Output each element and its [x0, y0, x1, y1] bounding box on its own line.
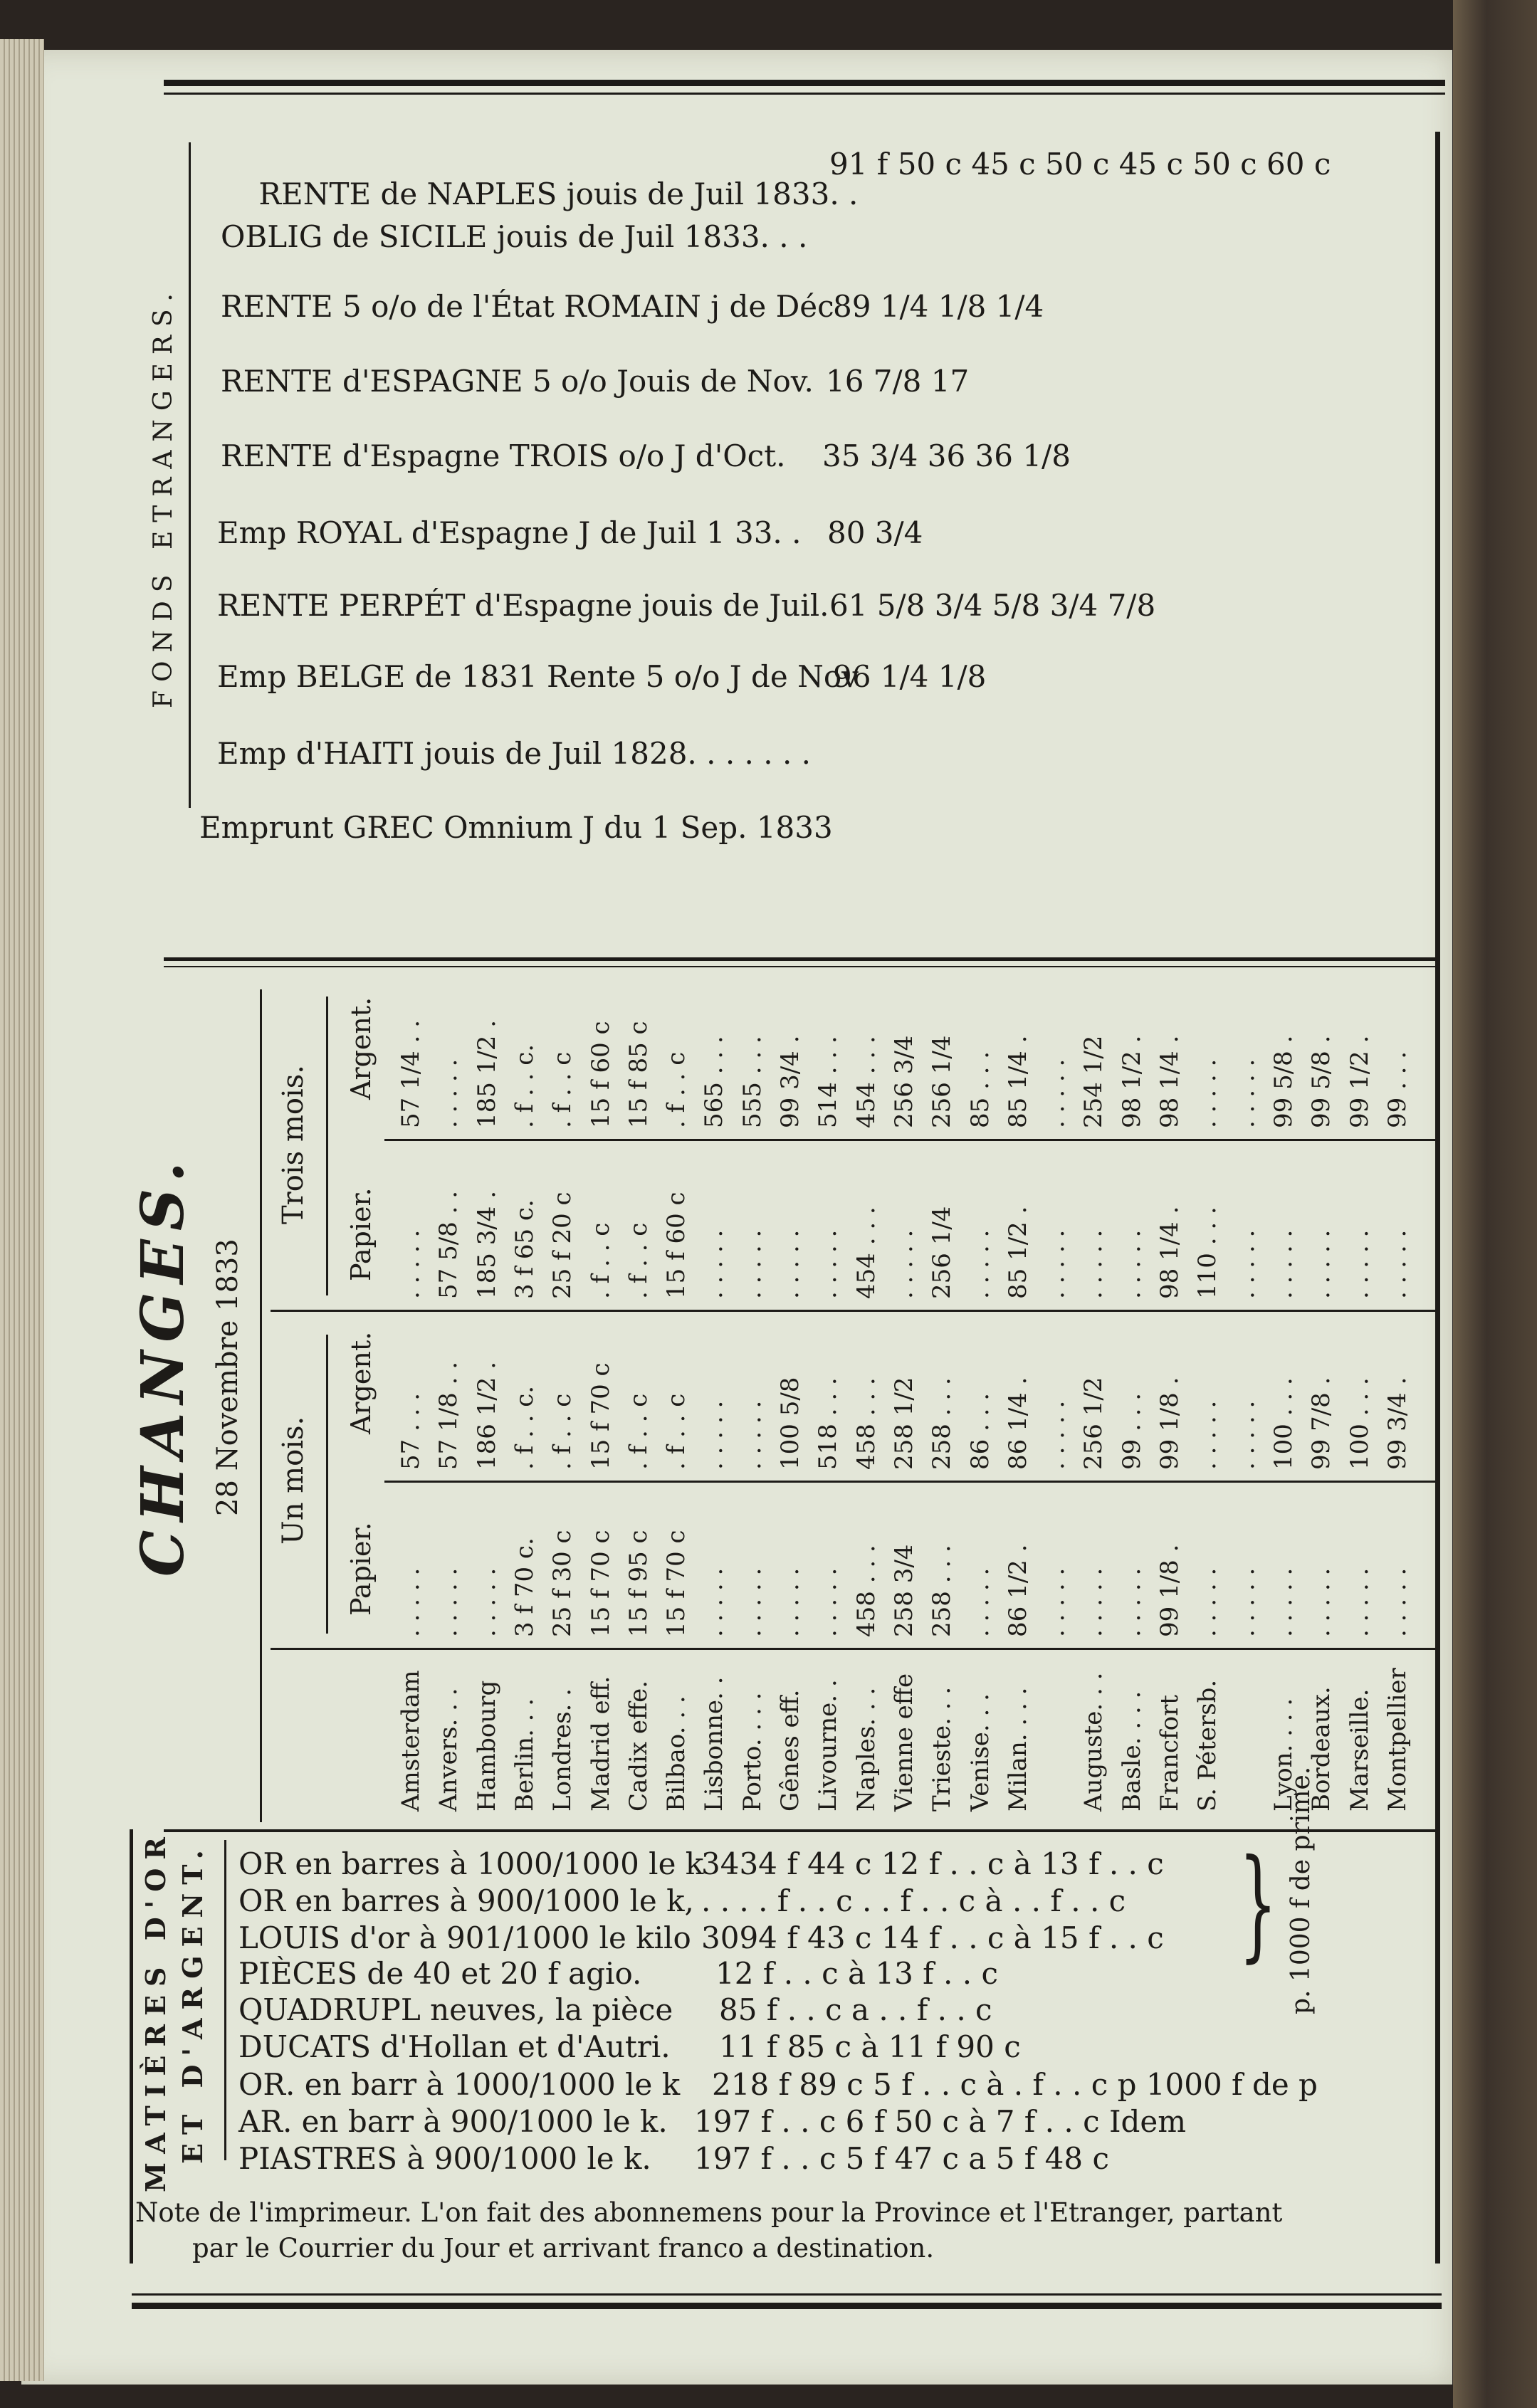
changes-cell-um-a: 99 . . .	[1118, 1392, 1146, 1470]
right-frame-rule	[1435, 132, 1440, 2264]
fonds-row-label: RENTE de NAPLES jouis de Juil 1833. .	[258, 177, 859, 211]
changes-date: 28 Novembre 1833	[211, 1239, 244, 1516]
changes-place: Hambourg	[473, 1680, 501, 1812]
changes-cell-tm-a: 256 1/4	[928, 1035, 956, 1128]
changes-place: Madrid eff.	[587, 1676, 615, 1812]
changes-cell-tm-a: 99 5/8 .	[1307, 1035, 1336, 1128]
matieres-row-values: 11 f 85 c à 11 f 90 c	[719, 2029, 1021, 2064]
changes-cell-tm-p: 25 f 20 c	[548, 1192, 577, 1299]
fonds-row-values: 80 3/4	[827, 515, 923, 550]
changes-cell-tm-a: . f . . c	[662, 1051, 691, 1128]
matieres-row-label: PIÈCES de 40 et 20 f agio.	[238, 1956, 642, 1991]
matieres-row-values: 3094 f 43 c 14 f . . c à 15 f . . c	[701, 1920, 1164, 1955]
changes-cell-um-p: 3 f 70 c.	[510, 1537, 539, 1637]
changes-place: Marseille.	[1345, 1688, 1374, 1812]
changes-cell-tm-p: . . . . .	[1307, 1229, 1336, 1299]
changes-cell-tm-a: 555 . . .	[738, 1036, 767, 1128]
changes-cell-tm-a: . . . . .	[1042, 1058, 1070, 1128]
changes-cell-tm-p: . . . . .	[966, 1229, 995, 1299]
matieres-row-values: 197 f . . c 5 f 47 c a 5 f 48 c	[694, 2141, 1109, 2176]
changes-cell-um-p: . . . . .	[700, 1567, 728, 1637]
matieres-brace: }	[1239, 1834, 1278, 1975]
fonds-row-values: 89 1/4 1/8 1/4	[833, 289, 1044, 324]
changes-cell-tm-a: 99 . . .	[1383, 1051, 1412, 1128]
changes-cell-tm-p: . . . . .	[1232, 1229, 1260, 1299]
changes-cell-um-a: . f . . c	[662, 1393, 691, 1470]
changes-cell-um-p: 15 f 95 c	[624, 1530, 653, 1637]
fonds-row-values: 35 3/4 36 36 1/8	[822, 438, 1071, 473]
changes-cell-tm-a: 99 1/2 .	[1345, 1035, 1374, 1128]
top-thin-rule	[164, 93, 1445, 95]
changes-cell-um-p: . . . . .	[1383, 1567, 1412, 1637]
col-sep-um-argent-papier	[384, 1481, 1438, 1483]
changes-cell-um-p: 458 . . .	[852, 1545, 881, 1637]
changes-place: Bilbao. . .	[662, 1695, 691, 1812]
changes-cell-tm-a: 15 f 85 c	[624, 1021, 653, 1128]
changes-cell-um-a: 86 1/4 .	[1004, 1377, 1032, 1470]
changes-cell-tm-a: 454 . . .	[852, 1036, 881, 1128]
changes-cell-um-p: . . . . .	[738, 1567, 767, 1637]
changes-cell-um-a: 100 5/8	[776, 1377, 804, 1470]
changes-cell-um-a: . . . . .	[1232, 1400, 1260, 1470]
matieres-label-line1: MATIÈRES D'OR	[140, 1829, 172, 2192]
changes-cell-um-a: 100 . . .	[1269, 1377, 1298, 1470]
col-sep-tm-argent-papier	[384, 1139, 1438, 1141]
changes-cell-um-p: 15 f 70 c	[587, 1530, 615, 1637]
changes-cell-um-p: . . . . .	[814, 1567, 842, 1637]
changes-cell-um-a: 86 . . .	[966, 1392, 995, 1470]
changes-cell-um-a: 258 1/2	[890, 1377, 918, 1470]
changes-cell-tm-p: 85 1/2 .	[1004, 1206, 1032, 1299]
changes-cell-tm-p: . . . . .	[1383, 1229, 1412, 1299]
fonds-row-espagne-5: RENTE d'ESPAGNE 5 o/o Jouis de Nov.	[221, 364, 814, 399]
changes-cell-tm-p: . . . . .	[1118, 1229, 1146, 1299]
changes-cell-tm-p: . f . . c	[587, 1222, 615, 1299]
changes-cell-um-p: . . . . .	[1232, 1567, 1260, 1637]
changes-cell-um-p: 258 . . .	[928, 1545, 956, 1637]
changes-cell-tm-p: 110 . . .	[1193, 1206, 1222, 1299]
trois-mois-brace	[326, 997, 328, 1295]
un-mois-header: Un mois.	[277, 1416, 310, 1545]
un-mois-brace	[326, 1335, 328, 1634]
matieres-row-label: AR. en barr à 900/1000 le k.	[238, 2104, 668, 2139]
changes-cell-um-p: . . . . .	[966, 1567, 995, 1637]
fonds-row-espagne-3: RENTE d'Espagne TROIS o/o J d'Oct.	[221, 438, 786, 473]
changes-place: Berlin. . .	[510, 1698, 539, 1812]
changes-cell-um-a: 99 3/4 .	[1383, 1377, 1412, 1470]
changes-place: Livourne. .	[814, 1679, 842, 1812]
changes-cell-tm-p: . . . . .	[397, 1229, 425, 1299]
changes-cell-tm-a: 254 1/2	[1079, 1035, 1108, 1128]
fonds-row-values: 61 5/8 3/4 5/8 3/4 7/8	[829, 588, 1156, 623]
changes-cell-tm-a: 98 1/4 .	[1155, 1035, 1184, 1128]
fonds-row-emp-royal: Emp ROYAL d'Espagne J de Juil 1 33. .	[217, 515, 802, 550]
fonds-etrangers-divider	[189, 142, 191, 808]
matieres-row-label: OR en barres à 1000/1000 le k	[238, 1846, 704, 1881]
un-mois-papier-header: Papier.	[345, 1522, 377, 1616]
changes-place: Gênes eff.	[776, 1689, 804, 1812]
col-sep-um-place	[271, 1648, 1438, 1650]
un-mois-argent-header: Argent.	[345, 1331, 377, 1434]
changes-cell-um-a: . . . . .	[1042, 1400, 1070, 1470]
changes-cell-um-p: . . . . .	[1269, 1567, 1298, 1637]
col-sep-tm-un	[271, 1310, 1438, 1312]
changes-cell-tm-p: . . . . .	[1042, 1229, 1070, 1299]
changes-cell-um-p: 15 f 70 c	[662, 1530, 691, 1637]
changes-cell-um-a: 186 1/2 .	[473, 1361, 501, 1470]
changes-cell-um-p: . . . . .	[1079, 1567, 1108, 1637]
matieres-row-label: QUADRUPL neuves, la pièce	[238, 1992, 673, 2027]
changes-cell-um-p: . . . . .	[397, 1567, 425, 1637]
changes-cell-um-p: . . . . .	[1345, 1567, 1374, 1637]
changes-cell-tm-p: . . . . .	[1345, 1229, 1374, 1299]
changes-cell-tm-a: 15 f 60 c	[587, 1021, 615, 1128]
changes-cell-tm-p: 57 5/8 . .	[434, 1190, 463, 1299]
changes-cell-um-a: 15 f 70 c	[587, 1362, 615, 1470]
left-frame-rule	[130, 1829, 133, 2264]
changes-cell-tm-p: . . . . .	[1269, 1229, 1298, 1299]
changes-cell-tm-p: . . . . .	[814, 1229, 842, 1299]
changes-cell-um-p: . . . . .	[434, 1567, 463, 1637]
changes-cell-tm-p: . f . . c	[624, 1222, 653, 1299]
changes-cell-tm-p: . . . . .	[1079, 1229, 1108, 1299]
changes-cell-tm-p: . . . . .	[738, 1229, 767, 1299]
changes-cell-tm-a: . . . . .	[1193, 1058, 1222, 1128]
changes-cell-tm-a: . . . . .	[1232, 1058, 1260, 1128]
changes-cell-um-p: . . . . .	[1307, 1567, 1336, 1637]
printer-note-line1: Note de l'imprimeur. L'on fait des abonnemens pour la Province et l'Etranger, partant	[135, 2197, 1283, 2228]
changes-cell-tm-a: . f . . c.	[510, 1043, 539, 1128]
matieres-divider	[224, 1840, 226, 2160]
matieres-row-label: OR en barres à 900/1000 le k,	[238, 1883, 694, 1918]
changes-place: Londres. .	[548, 1688, 577, 1812]
changes-cell-tm-a: 99 5/8 .	[1269, 1035, 1298, 1128]
changes-cell-um-a: . . . . .	[700, 1400, 728, 1470]
changes-place: Vienne effe	[890, 1673, 918, 1812]
matieres-row-label: OR. en barr à 1000/1000 le k	[238, 2067, 681, 2102]
changes-place: Montpellier	[1383, 1668, 1412, 1812]
changes-cell-tm-p: 98 1/4 .	[1155, 1206, 1184, 1299]
bottom-thin-rule	[132, 2293, 1442, 2296]
changes-cell-um-a: . f . . c	[624, 1393, 653, 1470]
changes-cell-tm-p: 185 3/4 .	[473, 1190, 501, 1299]
changes-cell-um-a: 57 . . .	[397, 1392, 425, 1470]
matieres-row-values: 3434 f 44 c 12 f . . c à 13 f . . c	[701, 1846, 1164, 1881]
fonds-row-belge: Emp BELGE de 1831 Rente 5 o/o J de Nov	[217, 659, 859, 694]
changes-cell-um-p: 86 1/2 .	[1004, 1544, 1032, 1637]
matieres-row-values: 12 f . . c à 13 f . . c	[715, 1956, 998, 1991]
changes-left-divider	[260, 989, 262, 1822]
changes-cell-um-a: . f . . c.	[510, 1385, 539, 1470]
changes-place: Lyon. . . .	[1269, 1698, 1298, 1812]
changes-cell-tm-p: . . . . .	[700, 1229, 728, 1299]
changes-place: Cadix effe.	[624, 1680, 653, 1812]
changes-cell-tm-a: 99 3/4 .	[776, 1035, 804, 1128]
matieres-row-values: . . . . f . . c . . f . . c à . . f . . c	[701, 1883, 1126, 1918]
changes-cell-tm-a: . f . . c	[548, 1051, 577, 1128]
changes-place: Porto. . . .	[738, 1692, 767, 1812]
fonds-row-values: 96 1/4 1/8	[833, 659, 987, 694]
changes-cell-um-a: 256 1/2	[1079, 1377, 1108, 1470]
changes-cell-tm-p: 256 1/4	[928, 1206, 956, 1299]
trois-mois-papier-header: Papier.	[345, 1187, 377, 1281]
changes-cell-tm-a: 85 1/4 .	[1004, 1035, 1032, 1128]
changes-cell-tm-p: . . . . .	[890, 1229, 918, 1299]
changes-cell-um-a: 99 1/8 .	[1155, 1377, 1184, 1470]
changes-place: Anvers. . .	[434, 1688, 463, 1812]
changes-cell-um-p: . . . . .	[473, 1567, 501, 1637]
fonds-row-values: 16 7/8 17	[826, 364, 970, 399]
changes-cell-tm-a: . . . . .	[434, 1058, 463, 1128]
changes-cell-tm-a: 514 . . .	[814, 1036, 842, 1128]
changes-cell-tm-p: 454 . . .	[852, 1206, 881, 1299]
fonds-etrangers-label: FONDS ETRANGERS.	[149, 285, 178, 708]
changes-top-rule	[164, 957, 1438, 961]
emprunt-grec: Emprunt GREC Omnium J du 1 Sep. 1833	[199, 810, 833, 845]
page-edges	[0, 39, 44, 2381]
matieres-label-line2: ET D'ARGENT.	[177, 1841, 209, 2164]
changes-place: Milan. . . .	[1004, 1687, 1032, 1812]
matieres-row-values: 218 f 89 c 5 f . . c à . f . . c p 1000 f de p	[712, 2067, 1318, 2102]
changes-place: Naples. . .	[852, 1687, 881, 1812]
changes-place: Basle. . . .	[1118, 1691, 1146, 1812]
changes-title: CHANGES.	[129, 1153, 197, 1577]
fonds-row-sicile: OBLIG de SICILE jouis de Juil 1833. . .	[221, 219, 808, 254]
fonds-row-perpetuelle: RENTE PERPÉT d'Espagne jouis de Juil.	[217, 588, 829, 623]
changes-cell-um-p: . . . . .	[1042, 1567, 1070, 1637]
book-edge-right	[1453, 0, 1537, 2408]
fonds-row-haiti: Emp d'HAITI jouis de Juil 1828. . . . . . .	[217, 736, 811, 771]
changes-cell-tm-a: 256 3/4	[890, 1035, 918, 1128]
changes-cell-um-p: . . . . .	[1193, 1567, 1222, 1637]
matieres-row-values: 85 f . . c a . . f . . c	[719, 1992, 992, 2027]
changes-cell-um-a: 458 . . .	[852, 1377, 881, 1470]
changes-place: Lisbonne. .	[700, 1676, 728, 1812]
changes-cell-um-a: 518 . . .	[814, 1377, 842, 1470]
changes-place: Francfort	[1155, 1694, 1184, 1812]
matieres-row-values: 197 f . . c 6 f 50 c à 7 f . . c Idem	[694, 2104, 1187, 2139]
printer-note-line2: par le Courrier du Jour et arrivant franco a destination.	[192, 2233, 935, 2264]
changes-place: Trieste. . .	[928, 1686, 956, 1812]
bottom-double-rule	[132, 2303, 1442, 2309]
matieres-row-label: DUCATS d'Hollan et d'Autri.	[238, 2029, 671, 2064]
trois-mois-header: Trois mois.	[277, 1065, 310, 1224]
changes-cell-um-a: . . . . .	[1193, 1400, 1222, 1470]
changes-cell-um-a: 99 7/8 .	[1307, 1377, 1336, 1470]
matieres-row-label: PIASTRES à 900/1000 le k.	[238, 2141, 651, 2176]
changes-place: Auguste. . .	[1079, 1672, 1108, 1812]
changes-cell-tm-a: 85 . . .	[966, 1051, 995, 1128]
fonds-row-romain: RENTE 5 o/o de l'État ROMAIN j de Déc	[221, 289, 834, 324]
top-double-rule	[164, 80, 1445, 86]
matieres-row-label: LOUIS d'or à 901/1000 le kilo	[238, 1920, 691, 1955]
changes-cell-tm-p: 3 f 65 c.	[510, 1199, 539, 1299]
changes-cell-tm-a: 185 1/2 .	[473, 1019, 501, 1128]
changes-cell-um-p: 258 3/4	[890, 1544, 918, 1637]
changes-cell-um-a: 57 1/8 . .	[434, 1361, 463, 1470]
changes-cell-um-a: . . . . .	[738, 1400, 767, 1470]
changes-cell-um-p: . . . . .	[776, 1567, 804, 1637]
changes-place: Amsterdam	[397, 1670, 425, 1812]
changes-place: Bordeaux.	[1307, 1686, 1336, 1812]
changes-cell-tm-p: . . . . .	[776, 1229, 804, 1299]
changes-cell-tm-p: 15 f 60 c	[662, 1192, 691, 1299]
changes-cell-um-p: 25 f 30 c	[548, 1530, 577, 1637]
changes-place: S. Pétersb.	[1193, 1679, 1222, 1812]
changes-cell-tm-a: 57 1/4 . .	[397, 1019, 425, 1128]
changes-cell-um-a: . f . . c	[548, 1393, 577, 1470]
matieres-brace-note: p. 1000 f de prime.	[1286, 1766, 1316, 2014]
changes-cell-um-a: 258 . . .	[928, 1377, 956, 1470]
changes-cell-um-p: 99 1/8 .	[1155, 1544, 1184, 1637]
changes-cell-um-a: 100 . . .	[1345, 1377, 1374, 1470]
changes-bottom-rule	[164, 1829, 1438, 1832]
trois-mois-argent-header: Argent.	[345, 997, 377, 1100]
changes-cell-tm-a: 565 . . .	[700, 1036, 728, 1128]
changes-place: Venise. . .	[966, 1693, 995, 1812]
fonds-row-values: 91 f 50 c 45 c 50 c 45 c 50 c 60 c	[829, 147, 1331, 182]
changes-cell-um-p: . . . . .	[1118, 1567, 1146, 1637]
changes-top-rule-thin	[164, 966, 1438, 967]
changes-cell-tm-a: 98 1/2 .	[1118, 1035, 1146, 1128]
